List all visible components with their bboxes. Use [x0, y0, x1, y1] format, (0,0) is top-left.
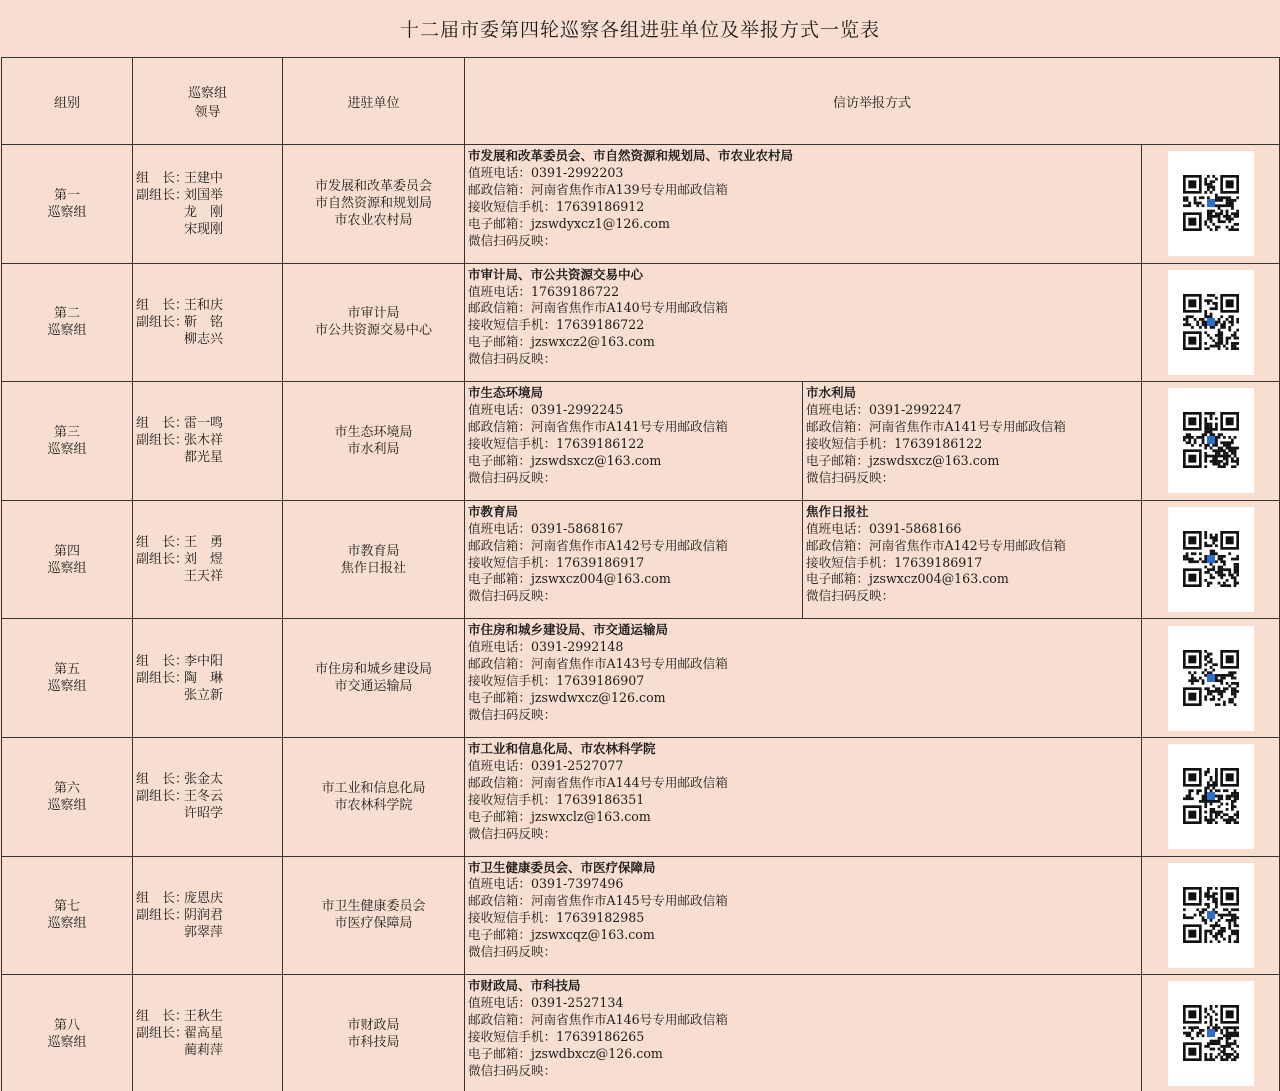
contact-sms: 接收短信手机：17639186917 — [806, 554, 983, 570]
contact-sms: 接收短信手机：17639186122 — [806, 435, 983, 451]
contact-cell — [465, 619, 1142, 738]
leader-line: 组 长：雷一鸣 — [136, 416, 224, 432]
table-row — [2, 382, 1280, 501]
table-row — [2, 856, 1280, 975]
leader-line: 组 长：张金太 — [136, 772, 224, 788]
contact-cell — [465, 975, 1142, 1091]
contact-mail: 邮政信箱：河南省焦作市A145号专用邮政信箱 — [468, 893, 728, 909]
contact-mail: 邮政信箱：河南省焦作市A141号专用邮政信箱 — [468, 419, 728, 434]
table-row — [2, 263, 1280, 382]
qr-code-icon[interactable] — [1183, 175, 1239, 231]
table-row — [2, 619, 1280, 738]
group-units — [283, 263, 465, 382]
qr-cell — [1142, 263, 1280, 382]
contact-unit-name: 市财政局、市科技局 — [468, 978, 581, 994]
contact-sms: 接收短信手机：17639186351 — [468, 791, 645, 807]
contact-unit-name: 市生态环境局 — [468, 385, 544, 401]
header-contact: 信访举报方式 — [465, 58, 1280, 145]
contact-phone: 值班电话：17639186722 — [468, 283, 620, 299]
group-units — [283, 382, 465, 501]
leader-line: 许昭学 — [184, 806, 224, 822]
contact-wechat: 微信扫码反映： — [468, 825, 557, 841]
group-units — [283, 975, 465, 1091]
contact-unit-name: 市卫生健康委员会、市医疗保障局 — [468, 859, 656, 875]
leader-line: 副组长：翟高星 — [136, 1026, 224, 1042]
leader-line: 副组长：陶 琳 — [136, 670, 224, 686]
contact-cell — [465, 382, 803, 501]
unit-name: 市自然资源和规划局 — [314, 196, 432, 212]
qr-code-icon[interactable] — [1183, 887, 1239, 943]
contact-unit-name: 市住房和城乡建设局、市交通运输局 — [468, 622, 669, 638]
header-units: 进驻单位 — [283, 58, 465, 145]
contact-email: 电子邮箱：jzswxcz2@163.com — [468, 334, 655, 350]
qr-card[interactable] — [1168, 626, 1254, 731]
contact-mail: 邮政信箱：河南省焦作市A139号专用邮政信箱 — [468, 181, 728, 197]
contact-mail: 邮政信箱：河南省焦作市A141号专用邮政信箱 — [806, 419, 1066, 434]
contact-mail: 邮政信箱：河南省焦作市A146号专用邮政信箱 — [468, 1011, 728, 1027]
contact-cell — [465, 737, 1142, 856]
leader-line: 郭翠萍 — [184, 924, 224, 940]
group-leaders — [133, 975, 283, 1091]
contact-cell — [465, 500, 803, 619]
group-leaders — [133, 263, 283, 382]
leader-line: 王天祥 — [184, 569, 224, 585]
qr-code-icon[interactable] — [1183, 1005, 1239, 1061]
leader-line: 都光星 — [184, 450, 224, 466]
group-name: 第八 巡察组 — [2, 975, 133, 1091]
unit-name: 市教育局 — [347, 543, 400, 559]
leader-line: 蔺莉萍 — [184, 1043, 224, 1059]
qr-card[interactable] — [1168, 270, 1254, 375]
contact-phone: 值班电话：0391-2992203 — [468, 164, 624, 180]
leader-line: 张立新 — [184, 687, 224, 703]
group-name: 第六 巡察组 — [2, 737, 133, 856]
header-group: 组别 — [2, 58, 133, 145]
group-leaders — [133, 737, 283, 856]
contact-email: 电子邮箱：jzswxcz004@163.com — [468, 571, 671, 587]
contact-email: 电子邮箱：jzswdbxcz@126.com — [468, 1045, 663, 1061]
contact-wechat: 微信扫码反映： — [468, 1062, 557, 1078]
contact-phone: 值班电话：0391-2992148 — [468, 639, 624, 655]
contact-wechat: 微信扫码反映： — [468, 469, 557, 485]
leader-line: 宋现刚 — [184, 221, 224, 237]
qr-card[interactable] — [1168, 744, 1254, 849]
contact-mail: 邮政信箱：河南省焦作市A142号专用邮政信箱 — [468, 537, 728, 553]
contact-wechat: 微信扫码反映： — [468, 706, 557, 722]
group-leaders — [133, 856, 283, 975]
contact-email: 电子邮箱：jzswdwxcz@126.com — [468, 690, 666, 705]
unit-name: 市财政局 — [347, 1017, 400, 1033]
contact-email: 电子邮箱：jzswdyxcz1@126.com — [468, 215, 670, 231]
contact-wechat: 微信扫码反映： — [468, 232, 557, 248]
contact-wechat: 微信扫码反映： — [468, 351, 557, 367]
unit-name: 市卫生健康委员会 — [321, 899, 426, 915]
table-row — [2, 500, 1280, 619]
leader-line: 副组长：刘国举 — [136, 187, 224, 203]
leader-line: 副组长：靳 铭 — [136, 314, 224, 330]
contact-cell — [465, 856, 1142, 975]
contact-mail: 邮政信箱：河南省焦作市A144号专用邮政信箱 — [468, 774, 728, 790]
group-units — [283, 737, 465, 856]
unit-name: 焦作日报社 — [340, 560, 406, 576]
unit-name: 市工业和信息化局 — [321, 780, 426, 796]
leader-line: 组 长：王和庆 — [136, 297, 224, 313]
leader-line: 柳志兴 — [184, 331, 224, 347]
header-leaders — [133, 58, 283, 145]
contact-unit-name: 市水利局 — [806, 385, 857, 401]
group-units — [283, 856, 465, 975]
unit-name: 市水利局 — [347, 441, 400, 457]
qr-card[interactable] — [1168, 507, 1254, 612]
group-name: 第三 巡察组 — [2, 382, 133, 501]
contact-mail: 邮政信箱：河南省焦作市A143号专用邮政信箱 — [468, 656, 728, 672]
unit-name: 市发展和改革委员会 — [314, 179, 432, 195]
contact-unit-name: 焦作日报社 — [806, 503, 869, 519]
group-leaders — [133, 145, 283, 264]
qr-cell — [1142, 145, 1280, 264]
contact-phone: 值班电话：0391-2992247 — [806, 402, 962, 418]
group-name: 第五 巡察组 — [2, 619, 133, 738]
contact-mail: 邮政信箱：河南省焦作市A140号专用邮政信箱 — [468, 300, 728, 316]
leader-line: 副组长：王冬云 — [136, 789, 224, 805]
contact-email: 电子邮箱：jzswxcz004@163.com — [806, 571, 1009, 587]
leader-line: 副组长：阴润君 — [136, 907, 224, 923]
qr-cell — [1142, 619, 1280, 738]
qr-card[interactable] — [1168, 981, 1254, 1086]
group-units — [283, 145, 465, 264]
leader-line: 组 长：庞恩庆 — [136, 890, 224, 906]
contact-wechat: 微信扫码反映： — [806, 588, 895, 604]
contact-cell — [465, 263, 1142, 382]
unit-name: 市医疗保障局 — [334, 916, 413, 932]
group-leaders — [133, 619, 283, 738]
table-row — [2, 975, 1280, 1091]
contact-cell — [465, 145, 1142, 264]
group-leaders — [133, 382, 283, 501]
qr-cell — [1142, 500, 1280, 619]
table-row — [2, 737, 1280, 856]
qr-cell — [1142, 737, 1280, 856]
contact-email: 电子邮箱：jzswxcqz@163.com — [468, 927, 655, 943]
header-leaders-line2: 领导 — [194, 105, 221, 120]
qr-code-icon[interactable] — [1183, 412, 1239, 468]
qr-code-icon[interactable] — [1183, 650, 1239, 706]
contact-wechat: 微信扫码反映： — [806, 469, 895, 485]
unit-name: 市审计局 — [347, 306, 400, 322]
contact-sms: 接收短信手机：17639186917 — [468, 554, 645, 570]
table-row — [2, 145, 1280, 264]
qr-card[interactable] — [1168, 151, 1254, 256]
unit-name: 市住房和城乡建设局 — [314, 662, 432, 678]
leader-line: 组 长：王 勇 — [136, 535, 224, 551]
contact-phone: 值班电话：0391-5868166 — [806, 520, 962, 536]
leader-line: 组 长：王建中 — [136, 170, 224, 186]
unit-name: 市公共资源交易中心 — [314, 323, 432, 339]
group-name: 第四 巡察组 — [2, 500, 133, 619]
contact-unit-name: 市教育局 — [468, 503, 519, 519]
qr-cell — [1142, 975, 1280, 1091]
unit-name: 市农林科学院 — [334, 797, 413, 813]
contact-phone: 值班电话：0391-2527077 — [468, 757, 624, 773]
table-body — [2, 145, 1280, 1091]
contact-sms: 接收短信手机：17639186907 — [468, 673, 645, 689]
contact-phone: 值班电话：0391-2527134 — [468, 995, 624, 1011]
contact-wechat: 微信扫码反映： — [468, 588, 557, 604]
leader-line: 组 长：王秋生 — [136, 1009, 224, 1025]
unit-name: 市生态环境局 — [334, 424, 413, 440]
qr-code-icon[interactable] — [1183, 768, 1239, 824]
contact-cell — [803, 382, 1142, 501]
group-name: 第一 巡察组 — [2, 145, 133, 264]
contact-mail: 邮政信箱：河南省焦作市A142号专用邮政信箱 — [806, 537, 1066, 553]
unit-name: 市交通运输局 — [334, 679, 413, 695]
qr-card[interactable] — [1168, 388, 1254, 493]
qr-cell — [1142, 382, 1280, 501]
qr-card[interactable] — [1168, 863, 1254, 968]
unit-name: 市农业农村局 — [334, 213, 413, 229]
contact-phone: 值班电话：0391-2992245 — [468, 402, 624, 418]
contact-sms: 接收短信手机：17639186265 — [468, 1028, 645, 1044]
group-name: 第二 巡察组 — [2, 263, 133, 382]
header-leaders-line1: 巡察组 — [187, 86, 227, 101]
qr-cell — [1142, 856, 1280, 975]
page-title: 十二届市委第四轮巡察各组进驻单位及举报方式一览表 — [399, 19, 880, 41]
leader-line: 组 长：李中阳 — [136, 653, 224, 669]
contact-sms: 接收短信手机：17639182985 — [468, 910, 645, 926]
contact-phone: 值班电话：0391-5868167 — [468, 520, 624, 536]
unit-name: 市科技局 — [347, 1034, 400, 1050]
leader-line: 龙 刚 — [184, 204, 224, 220]
contact-sms: 接收短信手机：17639186122 — [468, 435, 645, 451]
contact-sms: 接收短信手机：17639186722 — [468, 317, 645, 333]
group-name: 第七 巡察组 — [2, 856, 133, 975]
leader-line: 副组长：刘 煜 — [136, 552, 224, 568]
header-row — [2, 58, 1280, 145]
contact-email: 电子邮箱：jzswxclz@163.com — [468, 808, 651, 824]
inspection-table — [1, 57, 1280, 1091]
contact-phone: 值班电话：0391-7397496 — [468, 876, 624, 892]
contact-wechat: 微信扫码反映： — [468, 944, 557, 960]
contact-email: 电子邮箱：jzswdsxcz@163.com — [468, 452, 662, 468]
leader-line: 副组长：张木祥 — [136, 433, 224, 449]
group-leaders — [133, 500, 283, 619]
group-units — [283, 619, 465, 738]
contact-unit-name: 市审计局、市公共资源交易中心 — [468, 266, 644, 282]
contact-cell — [803, 500, 1142, 619]
contact-unit-name: 市工业和信息化局、市农林科学院 — [468, 740, 656, 756]
contact-unit-name: 市发展和改革委员会、市自然资源和规划局、市农业农村局 — [468, 148, 794, 163]
qr-code-icon[interactable] — [1183, 294, 1239, 350]
qr-code-icon[interactable] — [1183, 531, 1239, 587]
contact-email: 电子邮箱：jzswdsxcz@163.com — [806, 452, 1000, 468]
contact-sms: 接收短信手机：17639186912 — [468, 198, 645, 214]
group-units — [283, 500, 465, 619]
